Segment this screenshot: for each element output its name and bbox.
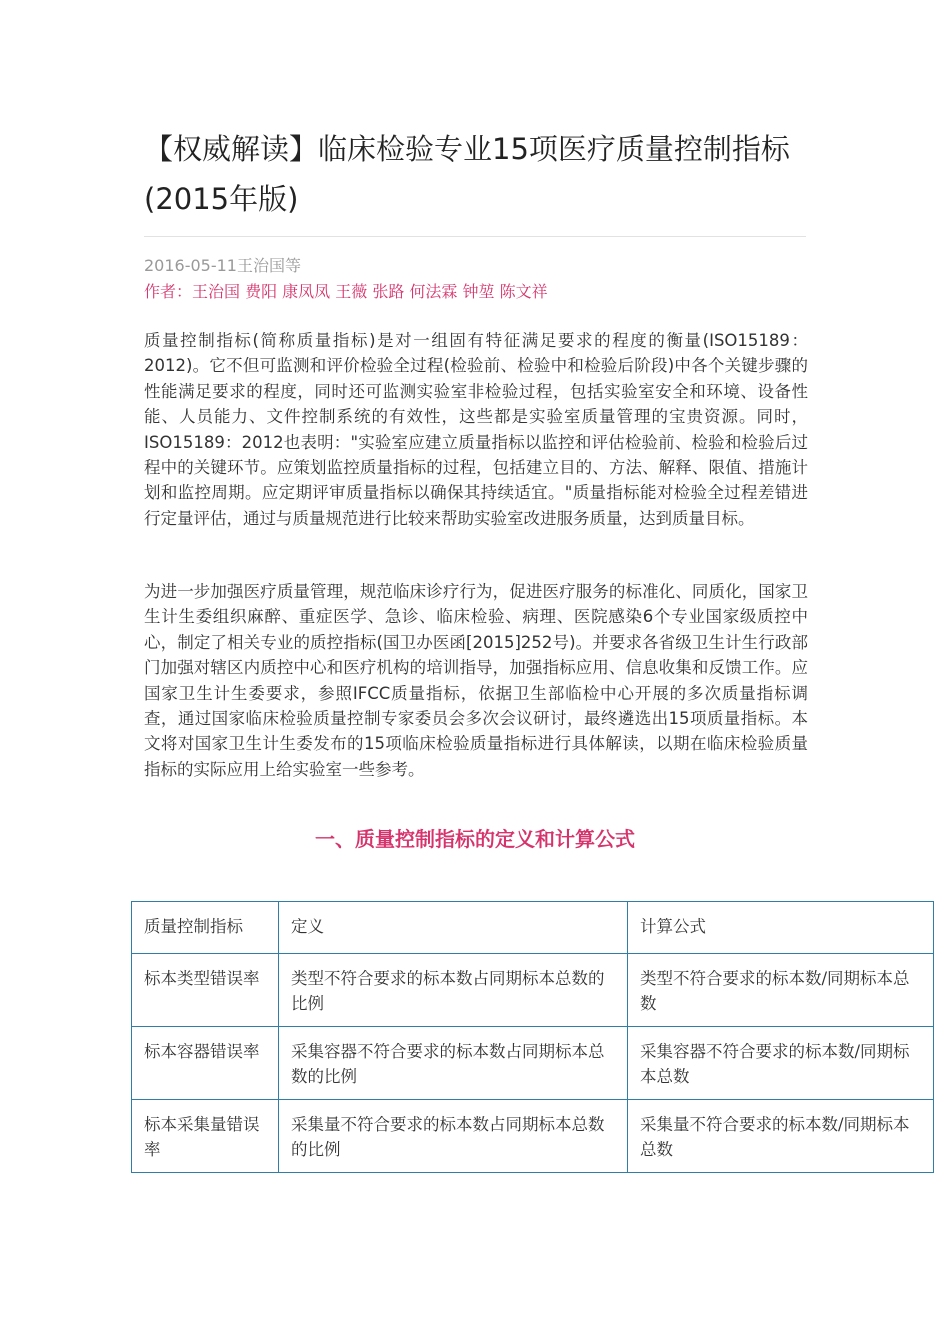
intro-paragraph-1: 质量控制指标(简称质量指标)是对一组固有特征满足要求的程度的衡量(ISO15189：2012)。它不但可监测和评价检验全过程(检验前、检验中和检验后阶段)中各个关键步骤的性能满足要求的程度，同时还可监测实验室非检验过程，包括实验室安全和环境、设备性能、人员能力、文件控制系统的有效性，这些都是实验室质量管理的宝贵资源。同时，ISO15189：2012也表明："实验室应建立质量指标以监控和评估检验前、检验和检验后过程中的关键环节。应策划监控质量指标的过程，包括建立目的、方法、解释、限值、措施计划和监控周期。应定期评审质量指标以确保其持续适宜。"质量指标能对检验全过程差错进行定量评估，通过与质量规范进行比较来帮助实验室改进服务质量，达到质量目标。 <box>144 331 808 528</box>
table-header-cell: 质量控制指标 <box>132 902 279 954</box>
article-title: 【权威解读】临床检验专业15项医疗质量控制指标(2015年版) <box>144 132 790 216</box>
table-cell: 采集容器不符合要求的标本数占同期标本总数的比例 <box>279 1027 628 1100</box>
intro-paragraph-2: 为进一步加强医疗质量管理，规范临床诊疗行为，促进医疗服务的标准化、同质化，国家卫生计生委组织麻醉、重症医学、急诊、临床检验、病理、医院感染6个专业国家级质控中心，制定了相关专业的质控指标(国卫办医函[2015]252号)。并要求各省级卫生计生行政部门加强对辖区内质控中心和医疗机构的培训指导，加强指标应用、信息收集和反馈工作。应国家卫生计生委要求，参照IFCC质量指标，依据卫生部临检中心开展的多次质量指标调查，通过国家临床检验质量控制专家委员会多次会议研讨，最终遴选出15项质量指标。本文将对国家卫生计生委发布的15项临床检验质量指标进行具体解读，以期在临床检验质量指标的实际应用上给实验室一些参考。 <box>144 582 808 779</box>
table-cell: 采集量不符合要求的标本数占同期标本总数的比例 <box>279 1100 628 1173</box>
table-header-cell: 定义 <box>279 902 628 954</box>
table-cell: 标本采集量错误率 <box>132 1100 279 1173</box>
table-row <box>132 954 934 1027</box>
table-cell: 采集容器不符合要求的标本数/同期标本总数 <box>628 1027 934 1100</box>
table-row <box>132 1027 934 1100</box>
table-cell: 标本类型错误率 <box>132 954 279 1027</box>
table-cell: 采集量不符合要求的标本数/同期标本总数 <box>628 1100 934 1173</box>
quality-indicator-table <box>131 901 934 1173</box>
article-authors: 作者：王治国 费阳 康凤凤 王薇 张路 何法霖 钟堃 陈文祥 <box>144 282 548 301</box>
article-date-author: 2016-05-11王治国等 <box>144 256 301 275</box>
section-heading: 一、质量控制指标的定义和计算公式 <box>315 827 635 851</box>
title-divider <box>144 236 806 237</box>
table-cell: 类型不符合要求的标本数/同期标本总数 <box>628 954 934 1027</box>
table-header-cell: 计算公式 <box>628 902 934 954</box>
table-cell: 标本容器错误率 <box>132 1027 279 1100</box>
table-header-row <box>132 902 934 954</box>
table-cell: 类型不符合要求的标本数占同期标本总数的比例 <box>279 954 628 1027</box>
table-row <box>132 1100 934 1173</box>
